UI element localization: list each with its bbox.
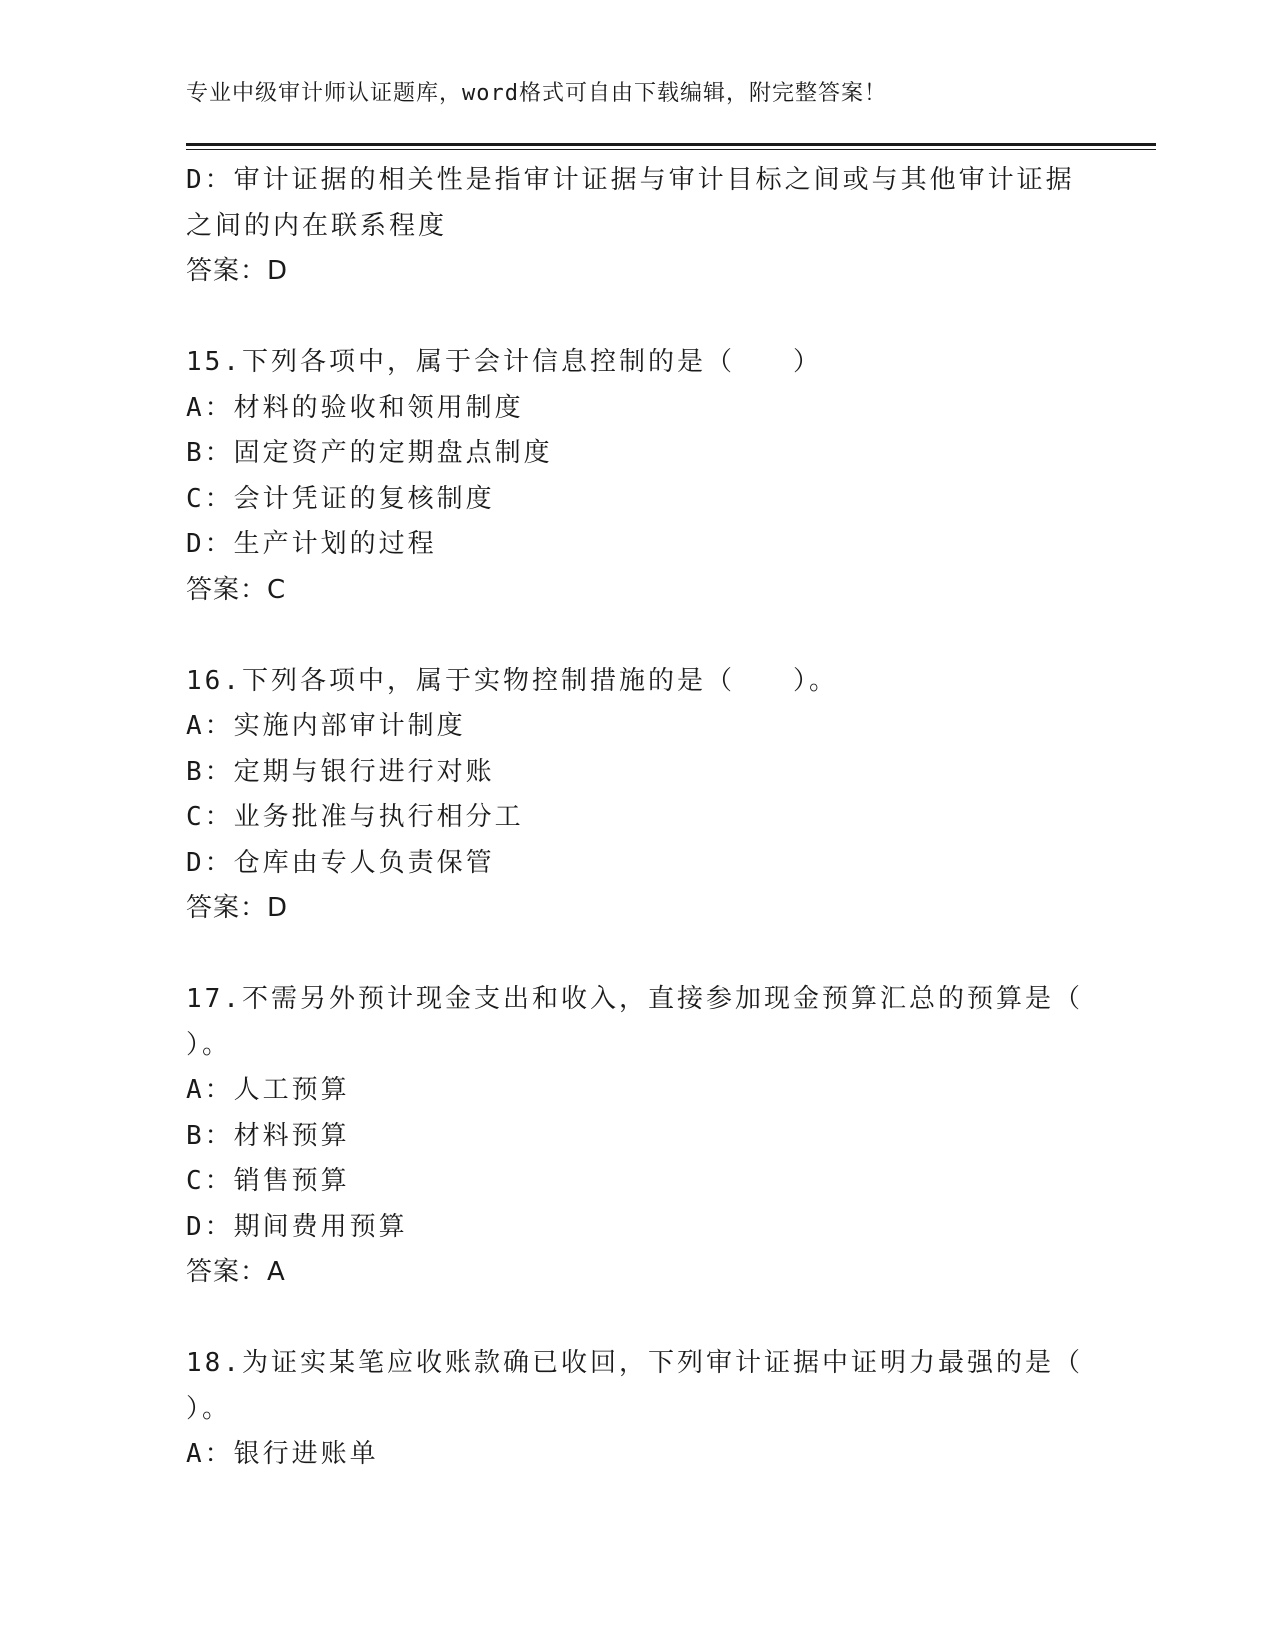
option-b: B：材料预算: [186, 1120, 350, 1151]
option-d: D：审计证据的相关性是指审计证据与审计目标之间或与其他审计证据: [186, 165, 1075, 195]
option-d: D：仓库由专人负责保管: [186, 847, 495, 878]
question-stem-continued: ）。: [186, 1029, 232, 1060]
spacer: [186, 295, 1086, 341]
option-a: A：实施内部审计制度: [186, 711, 466, 741]
question-15: [186, 340, 1086, 613]
question-stem-continued: ）。: [186, 1393, 232, 1424]
option-a: A：材料的验收和领用制度: [186, 392, 524, 423]
option-d-continued: 之间的内在联系程度: [186, 210, 448, 241]
answer: 答案：D: [186, 893, 289, 923]
option-c: C：会计凭证的复核制度: [186, 483, 495, 514]
header-rule-thick: [186, 143, 1156, 146]
option-d: D：生产计划的过程: [186, 529, 437, 559]
spacer: [186, 613, 1086, 659]
answer: 答案：A: [186, 1257, 286, 1287]
option-c: C：销售预算: [186, 1166, 350, 1196]
question-stem: 18.为证实某笔应收账款确已收回，下列审计证据中证明力最强的是（: [186, 1348, 1083, 1378]
header-rule-thin: [186, 149, 1156, 150]
question-18: [186, 1341, 1086, 1478]
previous-question-tail: [186, 158, 1086, 295]
question-17: [186, 977, 1086, 1296]
question-16: [186, 659, 1086, 932]
question-stem: 15.下列各项中，属于会计信息控制的是（ ）: [186, 347, 822, 377]
answer: 答案：C: [186, 574, 287, 605]
question-stem: 16.下列各项中，属于实物控制措施的是（ ）。: [186, 665, 838, 696]
option-a: A：银行进账单: [186, 1439, 379, 1469]
option-c: C：业务批准与执行相分工: [186, 802, 524, 832]
spacer: [186, 1296, 1086, 1342]
document-header: 专业中级审计师认证题库，word格式可自由下载编辑，附完整答案！: [186, 81, 887, 106]
spacer: [186, 932, 1086, 978]
option-d: D：期间费用预算: [186, 1211, 408, 1242]
question-stem: 17.不需另外预计现金支出和收入，直接参加现金预算汇总的预算是（: [186, 984, 1083, 1014]
answer: 答案：D: [186, 256, 289, 286]
option-a: A：人工预算: [186, 1075, 350, 1105]
question-content: [186, 158, 1086, 1478]
option-b: B：固定资产的定期盘点制度: [186, 438, 553, 468]
option-b: B：定期与银行进行对账: [186, 756, 495, 787]
